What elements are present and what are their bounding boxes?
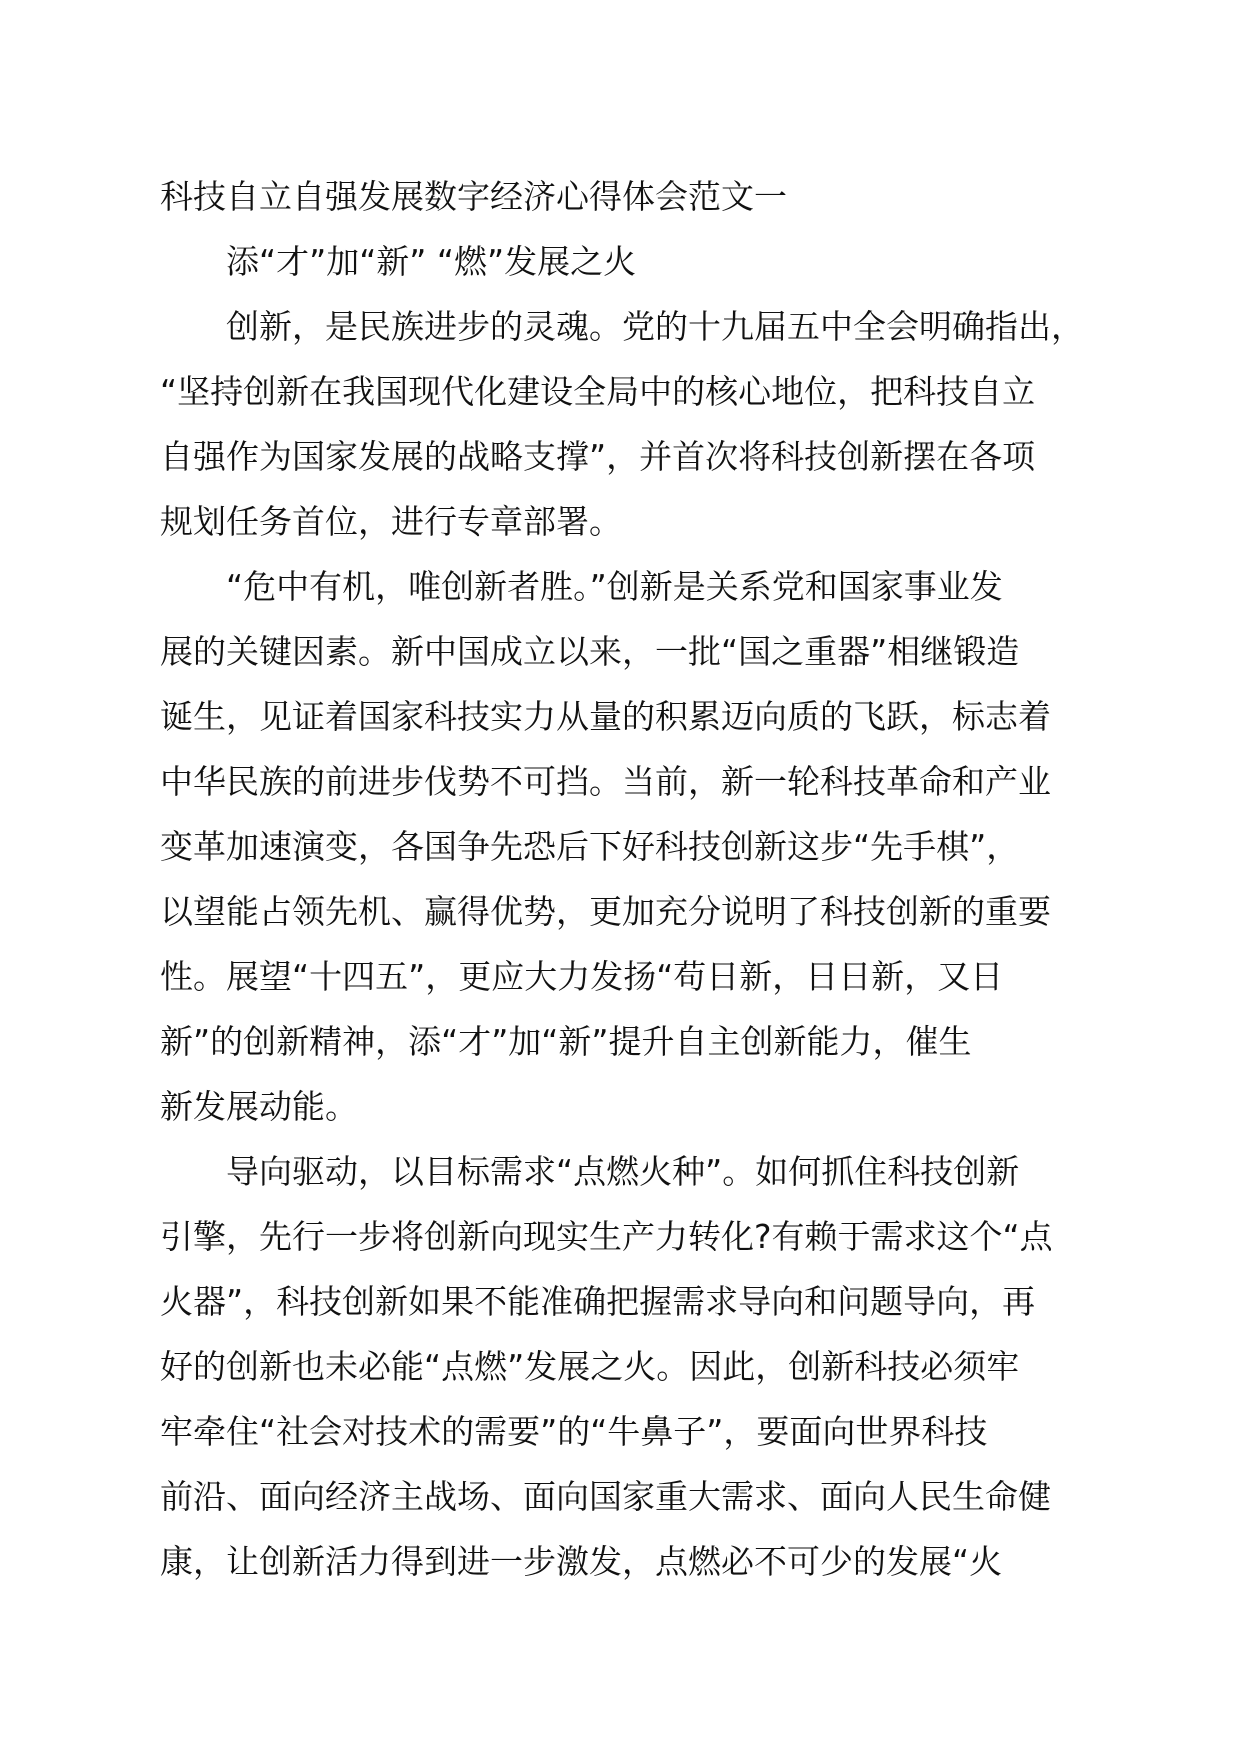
paragraph-line: 创新，是民族进步的灵魂。党的十九届五中全会明确指出， [226,307,1084,346]
paragraph-line: 火器”，科技创新如果不能准确把握需求导向和问题导向，再 [160,1282,1036,1321]
paragraph-line: 展的关键因素。新中国成立以来，一批“国之重器”相继锻造 [160,632,1020,671]
paragraph-line: 自强作为国家发展的战略支撑”，并首次将科技创新摆在各项 [160,437,1036,476]
paragraph-line: 引擎，先行一步将创新向现实生产力转化?有赖于需求这个“点 [160,1217,1053,1256]
paragraph-line: “危中有机，唯创新者胜。”创新是关系党和国家事业发 [226,567,1003,606]
paragraph-line: 诞生，见证着国家科技实力从量的积累迈向质的飞跃，标志着 [160,697,1051,736]
paragraph-line: “坚持创新在我国现代化建设全局中的核心地位，把科技自立 [160,372,1036,411]
paragraph-line: 中华民族的前进步伐势不可挡。当前，新一轮科技革命和产业 [160,762,1051,801]
document-title: 科技自立自强发展数字经济心得体会范文一 [160,177,787,216]
document-subtitle: 添“才”加“新” “燃”发展之火 [226,242,637,281]
paragraph-line: 变革加速演变，各国争先恐后下好科技创新这步“先手棋”， [160,827,1020,866]
paragraph-line: 以望能占领先机、赢得优势，更加充分说明了科技创新的重要 [160,892,1051,931]
paragraph-line: 规划任务首位，进行专章部署。 [160,502,622,541]
paragraph-line: 康，让创新活力得到进一步激发，点燃必不可少的发展“火 [160,1542,1003,1581]
paragraph-line: 性。展望“十四五”，更应大力发扬“苟日新，日日新，又日 [160,957,1004,996]
paragraph-line: 新”的创新精神，添“才”加“新”提升自主创新能力，催生 [160,1022,972,1061]
paragraph-line: 好的创新也未必能“点燃”发展之火。因此，创新科技必须牢 [160,1347,1020,1386]
paragraph-line: 导向驱动，以目标需求“点燃火种”。如何抓住科技创新 [226,1152,1020,1191]
paragraph-line: 牢牵住“社会对技术的需要”的“牛鼻子”，要面向世界科技 [160,1412,988,1451]
paragraph-line: 前沿、面向经济主战场、面向国家重大需求、面向人民生命健 [160,1477,1051,1516]
paragraph-line: 新发展动能。 [160,1087,358,1126]
